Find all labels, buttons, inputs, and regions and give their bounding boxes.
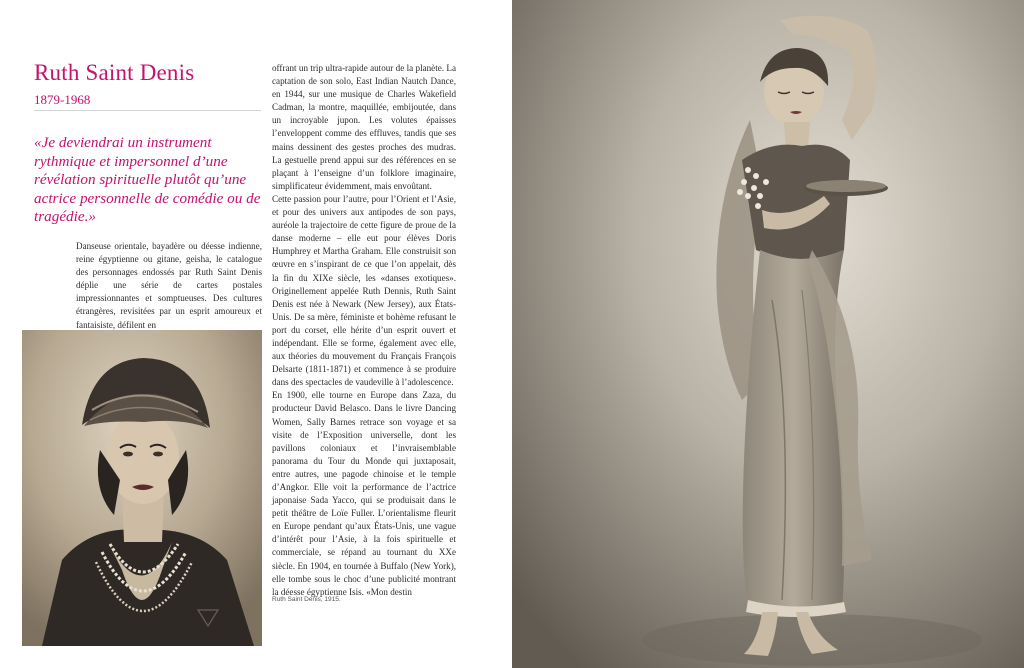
- portrait-illustration: [22, 330, 262, 646]
- page-title: Ruth Saint Denis: [34, 60, 195, 85]
- photo-caption: Ruth Saint Denis, 1915.: [272, 596, 341, 603]
- body-paragraph-1: offrant un trip ultra-rapide autour de la planète. La captation de son solo, East Indian Nautch Dance, en 1944, sur une musique de Charles Wakefield Cadman, la montre, maquillée, embijoutée, dans un incroyable jupon. Les volutes épaisses l’enveloppent comme des effluves, tandis que ses mains dessinent des gestes proches des mudras. La gestuelle prend appui sur des références en se plaçant à l’enseigne d’un folklore imaginaire, simplificateur évidemment, mais envoûtant.: [272, 63, 456, 191]
- intro-paragraph: [76, 240, 262, 332]
- life-years: 1879-1968: [34, 92, 91, 107]
- body-column: [272, 62, 456, 599]
- portrait-photo-turban: [22, 330, 262, 646]
- pull-quote: «Je deviendrai un instrument rythmique et impersonnel d’une révélation spirituelle plutôt qu’une actrice personnelle de comédie ou de tragédie.»: [34, 134, 261, 226]
- body-paragraph-2: Cette passion pour l’autre, pour l’Orient et l’Asie, et pour des univers aux antipodes de son pays, auréole la trajectoire de cette figure de proue de la danse moderne – elle eut pour élèves Doris Humphrey et Martha Graham. Elle construisit son œuvre en s’inspirant de ce que l’on appelait, dès la fin du XIXe siècle, les «danses exotiques». Originellement appelée Ruth Dennis, Ruth Saint Denis est née à Newark (New Jersey), aux États-Unis. De sa mère, féministe et bohème refusant le port du corset, elle hérite d’un esprit ouvert et indépendant. Elle se forme, également avec elle, aux théories du mouvement du Français François Delsarte (1811-1871) et commence à se produire dans des spectacles de vaudeville à l’adolescence.: [272, 193, 456, 388]
- right-page-dancer-photo: [512, 0, 1024, 668]
- body-paragraph-3: En 1900, elle tourne en Europe dans Zaza, du producteur David Belasco. Dans le livre Dancing Women, Sally Barnes retrace son voyage et sa visite de l’Exposition universelle, dont les pavillons coloniaux et l’invraisemblable panorama du Tour du Monde qui juxtaposait, entre autres, une pagode chinoise et le temple d’Angkor. Elle voit la performance de l’actrice japonaise Sada Yacco, qui se produisait dans le petit théâtre de Loïe Fuller. L’orientalisme fleurit en Europe pendant qu’aux États-Unis, une vague d’intérêt pour l’Asie, à la fois spirituelle et commerciale, se répand au tournant du XXe siècle. En 1904, en tournée à Buffalo (New York), elle tombe sous le choc d’une publicité montrant la déesse égyptienne Isis. «Mon destin: [272, 390, 456, 597]
- intro-text: Danseuse orientale, bayadère ou déesse indienne, reine égyptienne ou gitane, geisha, le catalogue des personnages endossés par Ruth Saint Denis déplie une série de cartes postales impressionnantes et somptueuses. Des cultures étrangères, revisitées par un esprit amoureux et fantaisiste, défilent en: [76, 241, 262, 330]
- dancer-illustration: [512, 0, 1024, 668]
- title-divider: [34, 110, 261, 111]
